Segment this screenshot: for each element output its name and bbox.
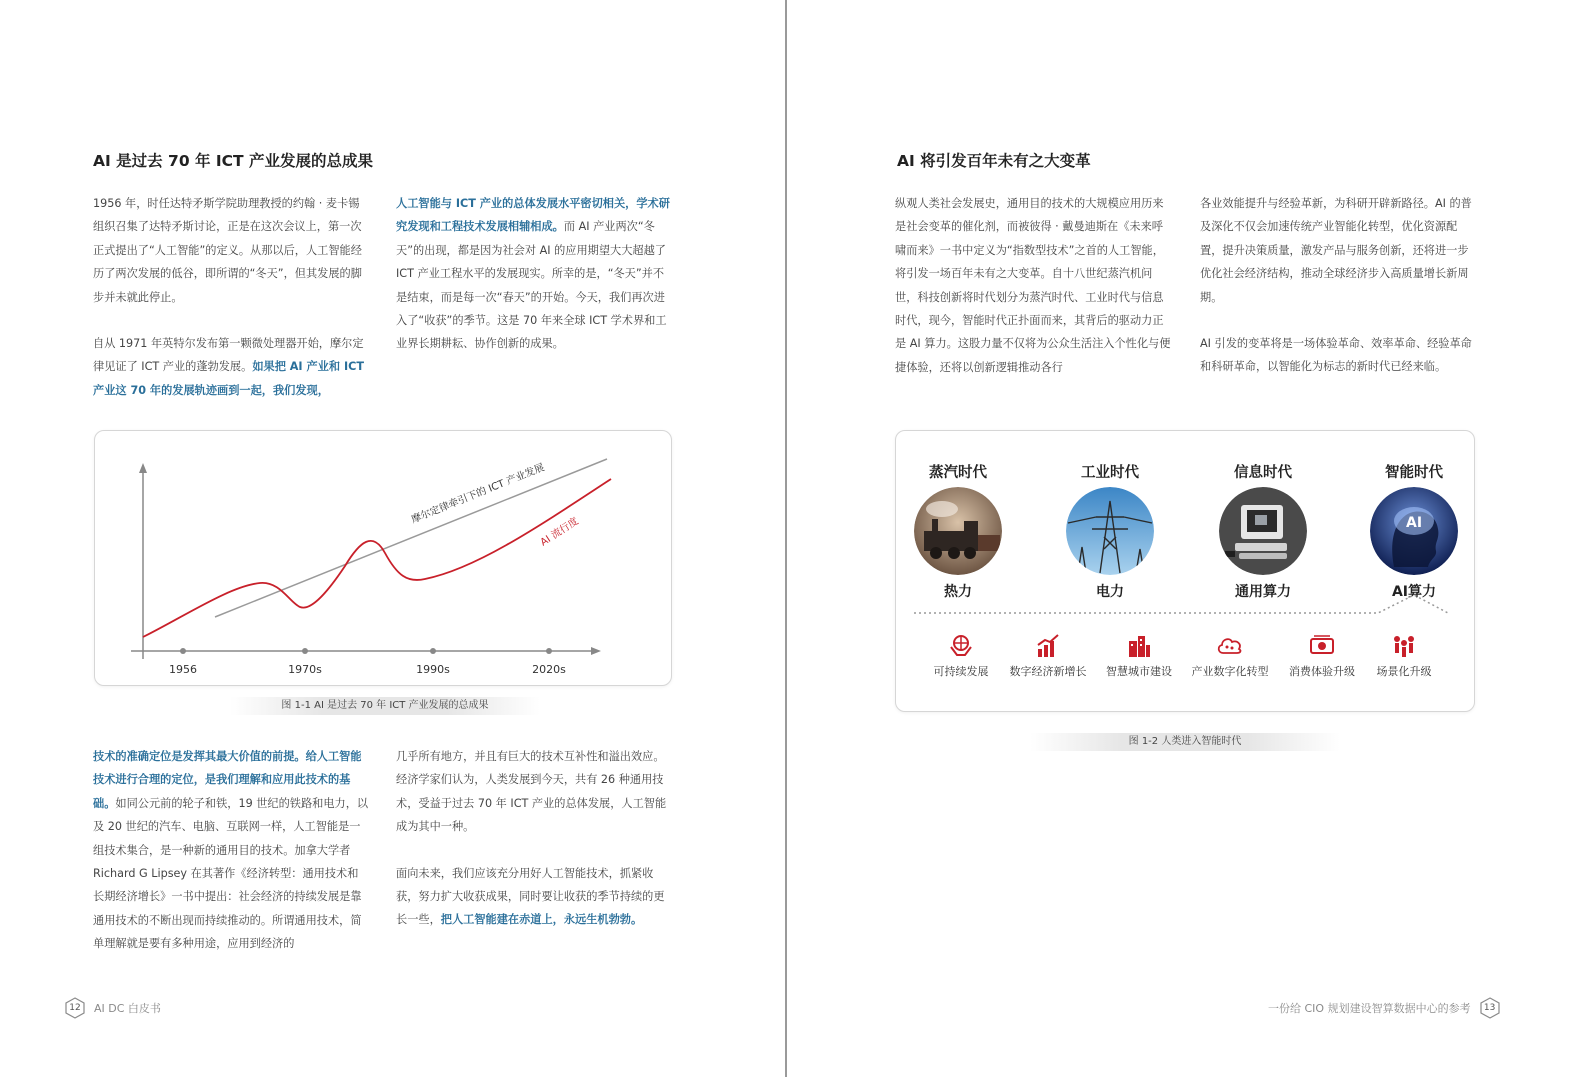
paragraph: 1956 年，时任达特矛斯学院助理教授的约翰 · 麦卡锡组织召集了达特矛斯讨论，正是在这次会议上，第一次正式提出了“人工智能”的定义。从那以后，人工智能经历了两次发展的低谷，即所谓的“冬天”，但其发展的脚步并未就此停止。: [93, 197, 362, 304]
effect-label: 场景化升级: [1376, 665, 1432, 678]
left-column-2: [396, 192, 672, 356]
left-column-1: [93, 192, 369, 402]
right-page-title: AI 将引发百年未有之大变革: [897, 152, 1091, 170]
left-column-4: [396, 745, 674, 932]
x-tick-label: 1970s: [288, 663, 322, 676]
figure-2-frame: [895, 430, 1475, 712]
paragraph: [396, 862, 674, 932]
era-title: 工业时代: [1081, 465, 1139, 481]
left-column-3: [93, 745, 369, 956]
figure-1-caption: 图 1-1 AI 是过去 70 年 ICT 产业发展的总成果: [230, 697, 540, 715]
highlight-text: 把人工智能建在赤道上，永远生机勃勃。: [440, 913, 643, 927]
paragraph-text: 如同公元前的轮子和铁，19 世纪的铁路和电力，以及 20 世纪的汽车、电脑、互联网一样，人工智能是一组技术集合，是一种新的通用目的技术。加拿大学者 Richard G Lipsey 在其著作《经济转型：通用技术和长期经济增长》一书中提出：社会经济的持续发展是靠通用技术的不断出现而持续推动的。所谓通用技术，简单理解就是要有多种用途，应用到经济的: [93, 796, 369, 951]
cloud-network-icon: [1215, 633, 1245, 659]
page-number-badge: [1479, 997, 1501, 1019]
paragraph: [93, 745, 369, 956]
paragraph: 纵观人类社会发展史，通用目的技术的大规模应用历来是社会变革的催化剂，而被彼得 · 戴曼迪斯在《未来呼啸而来》一书中定义为“指数型技术”之首的人工智能，将引发一场百年未有之大变革。自十八世纪蒸汽机问世，科技创新将时代划分为蒸汽时代、工业时代与信息时代，现今，智能时代正扑面而来，其背后的驱动力正是 AI 算力。这股力量不仅将为公众生活注入个性化与便捷体验，还将以创新逻辑推动各行: [895, 197, 1171, 374]
money-icon: [1308, 633, 1336, 659]
x-tick-label: 1990s: [416, 663, 450, 676]
era-title: 蒸汽时代: [929, 465, 987, 481]
x-tick-marker: [302, 648, 308, 654]
era-power: AI算力: [1391, 584, 1437, 600]
timeline-dotted-line: [896, 581, 1474, 621]
ai-popularity-curve: [143, 479, 611, 637]
paragraph: 各业效能提升与经验革新，为科研开辟新路径。AI 的普及深化不仅会加速传统产业智能化转型，优化资源配置，提升决策质量，激发产品与服务创新，还将进一步优化社会经济结构，推动全球经济步入高质量增长新周期。: [1200, 197, 1472, 304]
power-tower-icon: [1066, 487, 1154, 575]
svg-text:AI: AI: [1406, 515, 1423, 531]
era-steam: [888, 461, 1028, 601]
paragraph: AI 引发的变革将是一场体验革命、效率革命、经验革命和科研革命，以智能化为标志的新时代已经来临。: [1200, 337, 1472, 374]
effect-label: 消费体验升级: [1289, 665, 1355, 678]
page-number: 12: [69, 1003, 81, 1013]
x-axis-arrow: [591, 647, 601, 655]
paragraph-text: 而 AI 产业两次“冬天”的出现，都是因为社会对 AI 的应用期望大大超越了 ICT 产业工程水平的发展现实。所幸的是，“冬天”并不是结束，而是每一次“春天”的开始。今天，我们再次进入了“收获”的季节。这是 70 年来全球 ICT 学术界和工业界长期耕耘、协作创新的成果。: [396, 220, 667, 351]
right-column-1: [895, 192, 1173, 379]
x-tick-label: 1956: [169, 663, 197, 676]
paragraph-text: 自从 1971 年英特尔发布第一颗微处理器开始，摩尔定律见证了 ICT 产业的蓬勃发展。: [93, 337, 364, 374]
effect-label: 产业数字化转型: [1191, 665, 1269, 678]
era-title: 智能时代: [1385, 465, 1443, 481]
computer-icon: [1219, 487, 1307, 575]
people-scene-icon: [1389, 633, 1419, 659]
effect-label: 数字经济新增长: [1009, 665, 1087, 678]
effect-scenario: [1349, 633, 1459, 679]
x-tick-label: 2020s: [532, 663, 566, 676]
era-intelligent: [1344, 461, 1484, 601]
era-power: 电力: [1096, 584, 1124, 600]
right-column-2: [1200, 192, 1478, 379]
footer-label: 一份给 CIO 规划建设智算数据中心的参考: [1268, 1002, 1471, 1015]
era-industrial: [1040, 461, 1180, 601]
growth-chart-icon: [1035, 633, 1061, 659]
x-tick-marker: [546, 648, 552, 654]
ict-series-label: 摩尔定律牵引下的 ICT 产业发展: [410, 462, 547, 526]
paragraph: [396, 192, 672, 356]
effect-label: 智慧城市建设: [1106, 665, 1172, 678]
y-axis-arrow: [139, 463, 147, 473]
city-buildings-icon: [1126, 633, 1152, 659]
highlight-text: 技术的准确定位是发挥其最大价值的前提。给人工智能技术进行合理的定位，是我们理解和应用此技术的基础。: [93, 750, 362, 810]
footer-label: AI DC 白皮书: [94, 1002, 161, 1015]
paragraph: [93, 332, 369, 402]
era-power: 热力: [944, 584, 972, 600]
figure-1-frame: [94, 430, 672, 686]
ai-series-label: AI 流行度: [538, 515, 581, 549]
paragraph-text: 面向未来，我们应该充分用好人工智能技术，抓紧收获，努力扩大收获成果，同时要让收获的季节持续的更长一些，: [396, 866, 665, 927]
highlight-text: 人工智能与 ICT 产业的总体发展水平密切相关，学术研究发现和工程技术发展相辅相成。: [396, 197, 670, 234]
globe-hands-icon: [948, 633, 974, 659]
page-number: 13: [1483, 1003, 1496, 1013]
highlight-text: 如果把 AI 产业和 ICT 产业这 70 年的发展轨迹画到一起，我们发现，: [93, 360, 364, 397]
page-number-badge: [64, 997, 86, 1019]
era-power: 通用算力: [1235, 584, 1291, 600]
left-footer: [64, 997, 161, 1019]
x-tick-marker: [430, 648, 436, 654]
ai-ict-development-chart: [95, 431, 673, 687]
figure-2-caption: 图 1-2 人类进入智能时代: [1030, 733, 1340, 751]
steam-locomotive-icon: [914, 487, 1002, 575]
left-page-title: AI 是过去 70 年 ICT 产业发展的总成果: [93, 152, 374, 170]
right-footer: [1268, 997, 1501, 1019]
ai-brain-icon: [1370, 487, 1458, 575]
x-tick-marker: [180, 648, 186, 654]
book-spine: [785, 0, 787, 1077]
effect-label: 可持续发展: [933, 665, 989, 678]
era-title: 信息时代: [1234, 465, 1292, 481]
era-information: [1193, 461, 1333, 601]
paragraph: 几乎所有地方，并且有巨大的技术互补性和溢出效应。经济学家们认为，人类发展到今天，共有 26 种通用技术，受益于过去 70 年 ICT 产业的总体发展，人工智能成为其中一种。: [396, 750, 667, 834]
